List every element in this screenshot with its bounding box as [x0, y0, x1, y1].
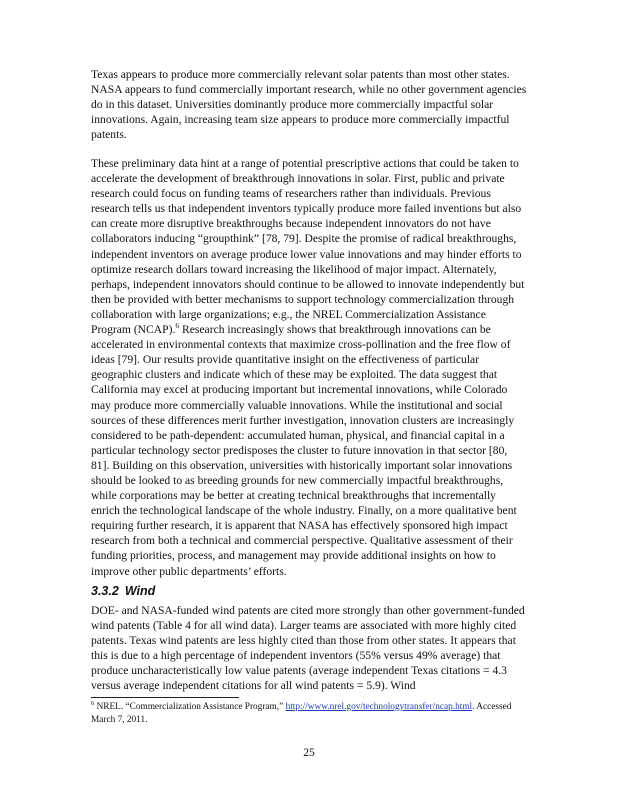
footnote-text: NREL. “Commercialization Assistance Program,”: [94, 702, 286, 712]
footnote-link[interactable]: http://www.nrel.gov/technologytransfer/ncap.html: [285, 702, 473, 712]
section-title: Wind: [124, 584, 156, 598]
section-heading-wind: [91, 583, 155, 599]
paragraph-prescriptive-actions: [91, 156, 527, 579]
footnote: [91, 701, 527, 726]
paragraph-text-part-2: Research increasingly shows that breakthrough innovations can be accelerated in environmental contexts that maximize cross-pollination and the free flow of ideas [79]. Our results provide quantitative insight on the effectiveness of particular geographic clusters and indicate which of these may be exploited. The data suggest that California may excel at producing important but incremental innovations, while Colorado may produce more commercially valuable innovations. While the institutional and social sources of these differences merit further investigation, innovation clusters are increasingly considered to be path-dependent: accumulated human, physical, and financial capital in a particular technology sector predisposes the cluster to future innovation in that sector [80, 81]. Building on this observation, universities with historically important solar innovations should be looked to as breeding grounds for new commercially impactful breakthroughs, while corporations may be better at creating technical breakthroughs that incrementally enrich the technological landscape of the whole industry. Finally, on a more qualitative bent requiring further research, it is apparent that NASA has effectively sponsored high impact research from both a technical and commercial perspective. Qualitative assessment of their funding priorities, process, and management may provide additional insights on how to improve other public departments’ efforts.: [91, 323, 517, 578]
paragraph-text-part-1: These preliminary data hint at a range of potential prescriptive actions that could be taken to accelerate the development of breakthrough innovations in solar. First, public and private research could focus on funding teams of researchers rather than individuals. Previous research tells us that independent inventors typically produce more failed inventions but also can create more disruptive breakthroughs because independent innovators do not have collaborators inducing “groupthink” [78, 79]. Despite the promise of radical breakthroughs, independent inventors on average produce lower value innovations and may hinder efforts to optimize research dollars toward increasing the likelihood of major impact. Alternately, perhaps, independent innovators should continue to be allowed to innovate independently but then be provided with better mechanisms to support technology commercialization through collaboration with large organizations; e.g., the NREL Commercialization Assistance Program (NCAP).: [91, 157, 525, 337]
page-number: 25: [303, 746, 315, 759]
paragraph-wind-patents: DOE- and NASA-funded wind patents are cited more strongly than other government-funded wind patents (Table 4 for all wind data). Larger teams are associated with more highly cited patents. Texas wind patents are less highly cited than those from other states. It appears that this is due to a high percentage of independent inventors (55% versus 49% average) that produce uncharacteristically low value patents (average independent Texas citations = 4.3 versus average independent citations for all wind patents = 5.9). Wind: [91, 604, 525, 693]
paragraph-texas-solar: Texas appears to produce more commercially relevant solar patents than most other states. NASA appears to fund commercially important research, while no other government agencies do in this dataset. Universities dominantly produce more commercially impactful solar innovations. Again, increasing team size appears to produce more commercially impactful patents.: [91, 68, 527, 142]
footnote-divider: [91, 697, 239, 698]
footnote-marker: 6: [91, 699, 95, 707]
footnote-reference[interactable]: 6: [175, 321, 180, 331]
section-number: 3.3.2: [91, 584, 119, 598]
footnote-accessed: . Accessed March 7, 2011.: [91, 702, 512, 725]
